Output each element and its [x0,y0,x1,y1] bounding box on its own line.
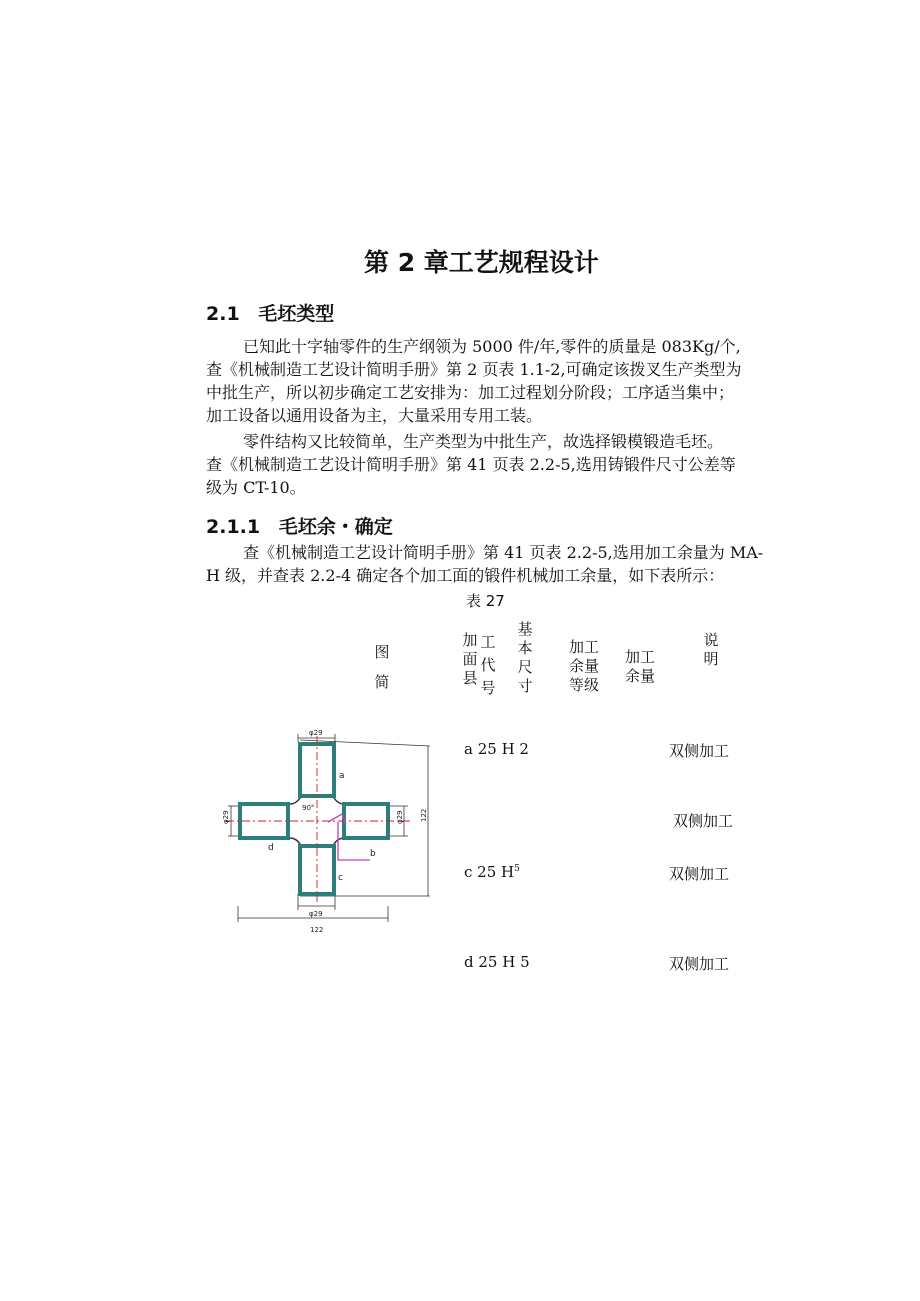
para3-line2: H 级，并查表 2.2-4 确定各个加工面的锻件机械加工余量，如下表所示： [206,566,725,585]
header-allowance: 加工 余量 [624,648,655,685]
row-a-note: 双侧加工 [669,742,730,760]
para1-line1: 已知此十字轴零件的生产纲领为 5000 件/年,零件的质量是 083Kg/个, [243,337,741,356]
header-surface-a: 加 面 县 [462,631,478,687]
row-a-code: a 25 H 2 [464,740,529,758]
row-d-code: d 25 H 5 [464,953,530,971]
row-b-note: 双侧加工 [673,812,734,830]
section-number: 2.1 [206,303,240,325]
header-allowance-grade: 加工 余量 等级 [568,638,599,694]
section-title: 毛坯类型 [258,303,335,325]
para1-line3: 中批生产，所以初步确定工艺安排为：加工过程划分阶段；工序适当集中； [206,383,735,402]
dim-bottom: φ29 [309,910,323,918]
para1-line2: 查《机械制造工艺设计简明手册》第 2 页表 1.1-2,可确定该拨叉生产类型为 [206,360,742,379]
table-caption: 表 27 [466,592,505,610]
row-c-note: 双侧加工 [669,865,730,883]
subsection-heading [206,512,393,539]
dim-right: φ29 [396,810,404,824]
row-c-code: c 25 $H^5$ [464,863,520,881]
para1-line4: 加工设备以通用设备为主，大量采用专用工装。 [206,406,543,425]
angle-label: 90° [302,804,315,812]
label-d: d [268,843,274,853]
para3-line1: 查《机械制造工艺设计简明手册》第 41 页表 2.2-5,选用加工余量为 MA- [243,543,764,562]
para2-line3: 级为 CT-10。 [206,478,306,497]
dim-width: 122 [310,926,324,934]
dim-top: φ29 [309,729,323,737]
subsection-title: 毛坯余・确定 [278,516,393,538]
cross-shaft-drawing [218,726,438,936]
subsection-number: 2.1.1 [206,516,261,538]
label-b: b [370,849,376,859]
para2-line2: 查《机械制造工艺设计简明手册》第 41 页表 2.2-5,选用铸锻件尺寸公差等 [206,455,736,474]
header-diagram: 图 简 [374,643,390,691]
label-c: c [338,873,343,883]
row-d-note: 双侧加工 [669,955,730,973]
chapter-title: 第 2 章工艺规程设计 [364,248,599,277]
dim-height: 122 [420,808,428,822]
label-a: a [339,771,345,781]
header-surface-b: 工 代 号 [480,633,496,697]
para2-line1: 零件结构又比较简单，生产类型为中批生产，故选择锻模锻造毛坯。 [243,432,724,451]
dim-left: φ29 [222,810,230,824]
header-note: 说 明 [703,631,719,668]
header-basic-size: 基 本 尺 寸 [517,620,533,695]
section-heading [206,299,334,326]
